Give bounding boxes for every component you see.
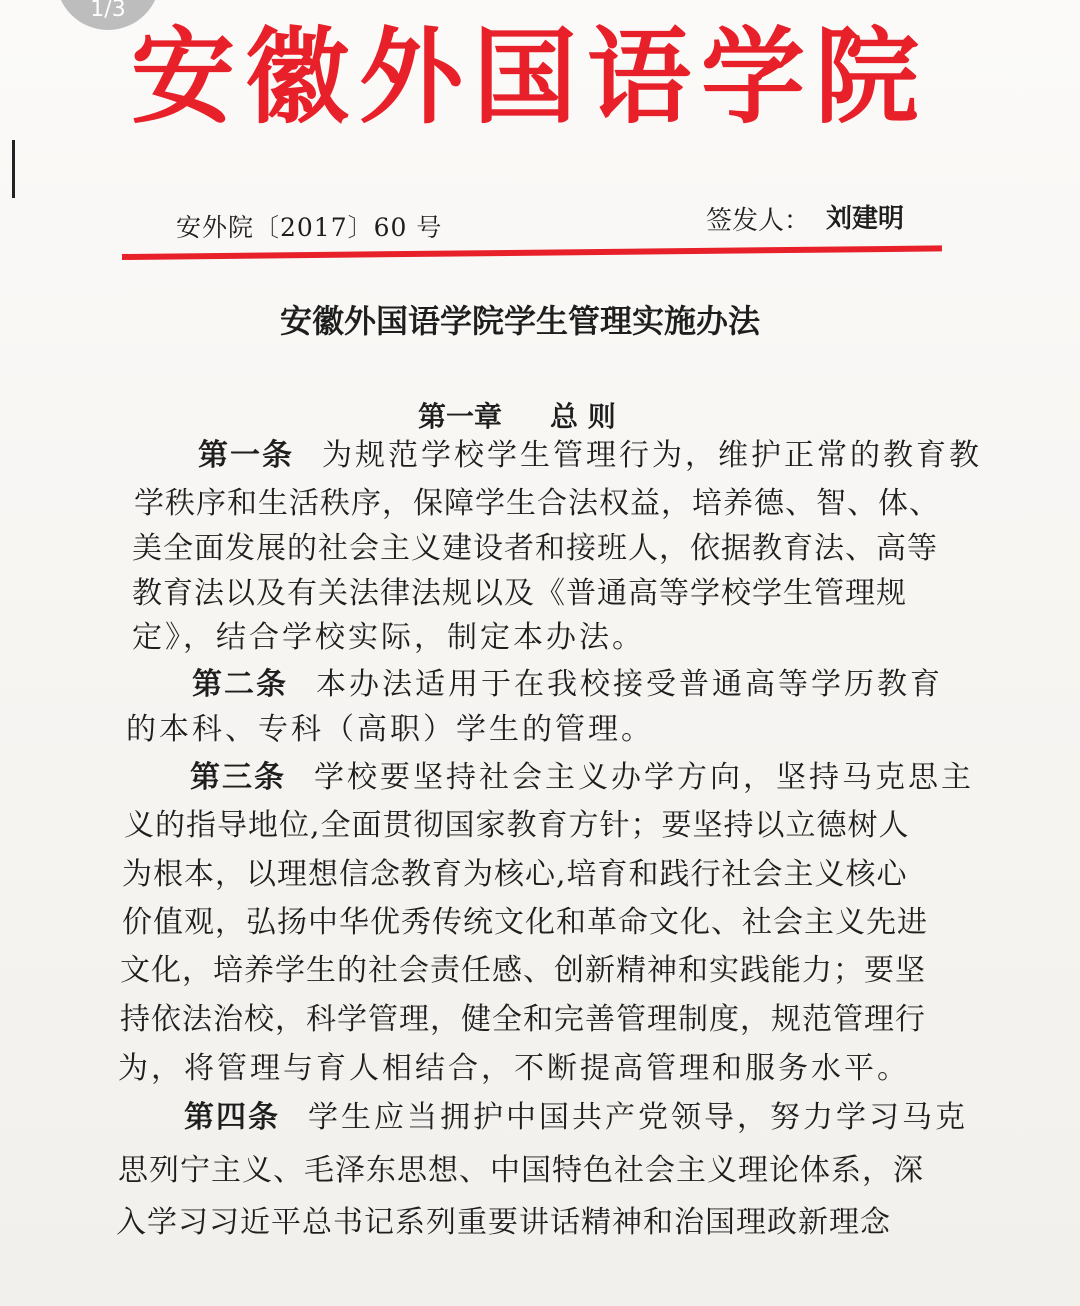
article-1-line-5: 定》，结合学校实际，制定本办法。 [132,620,645,655]
article-3-text-1: 学校要坚持社会主义办学方向，坚持马克思主 [314,760,974,795]
document-number: 安外院〔2017〕60 号 [176,213,443,242]
document-title: 安徽外国语学院学生管理实施办法 [280,302,761,340]
article-2-line-2: 的本科、专科（高职）学生的管理。 [126,712,654,747]
article-1-line-1 [198,438,982,474]
article-3-line-7: 为，将管理与育人相结合，不断提高管理和服务水平。 [118,1051,910,1086]
red-divider-line [122,245,942,260]
article-2-line-1 [192,667,943,703]
chapter-name: 总 则 [550,400,616,433]
article-3-line-4: 价值观，弘扬中华优秀传统文化和革命文化、社会主义先进 [122,905,928,940]
article-4-text-1: 学生应当拥护中国共产党领导，努力学习马克 [308,1100,968,1135]
article-2-label: 第二条 [192,667,288,702]
article-1-text-1: 为规范学校学生管理行为，维护正常的教育教 [322,438,982,473]
article-1-line-4: 教育法以及有关法律法规以及《普通高等学校学生管理规 [132,576,907,611]
chapter-heading [418,395,616,435]
page-counter-badge: 1/3 [56,0,160,30]
chapter-number: 第一章 [418,400,503,433]
article-1-label: 第一条 [198,438,294,473]
article-3-line-3: 为根本，以理想信念教育为核心,培育和践行社会主义核心 [122,857,908,892]
article-4-line-1 [184,1100,968,1136]
article-3-line-5: 文化，培养学生的社会责任感、创新精神和实践能力；要坚 [120,953,926,988]
signer-label: 签发人： [706,206,811,236]
article-3-line-6: 持依法治校，科学管理，健全和完善管理制度，规范管理行 [120,1002,926,1037]
article-3-label: 第三条 [190,760,286,795]
signer-name: 刘建明 [826,204,905,234]
article-2-text-1: 本办法适用于在我校接受普通高等学历教育 [316,667,943,702]
article-3-line-1 [190,760,974,796]
article-1-line-2: 学秩序和生活秩序，保障学生合法权益，培养德、智、体、 [134,486,940,521]
article-3-line-2: 义的指导地位,全面贯彻国家教育方针；要坚持以立德树人 [124,808,910,843]
article-4-line-3: 入学习习近平总书记系列重要讲话精神和治国理政新理念 [116,1205,891,1240]
article-1-line-3: 美全面发展的社会主义建设者和接班人，依据教育法、高等 [132,531,938,566]
article-4-label: 第四条 [184,1100,280,1135]
masthead-title: 安徽外国语学院 [130,15,929,138]
article-4-line-2: 思列宁主义、毛泽东思想、中国特色社会主义理论体系，深 [118,1153,924,1188]
binding-mark [12,140,15,198]
